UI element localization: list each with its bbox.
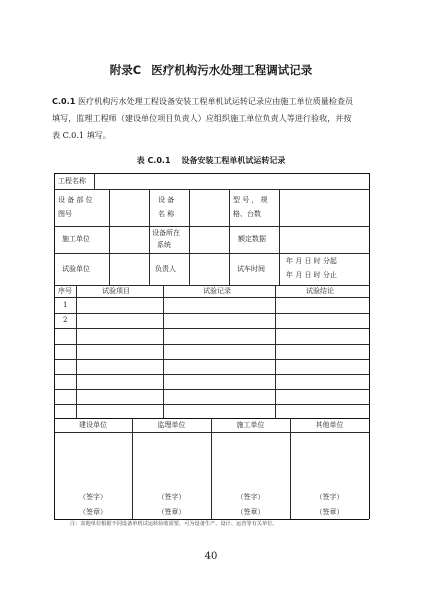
other-seal: （签章） <box>315 508 344 516</box>
appendix-label: 附录C <box>109 63 142 77</box>
table-border-left <box>54 173 55 519</box>
label-responsible: 负责人 <box>155 265 176 273</box>
row-line <box>54 344 369 345</box>
row-line <box>54 389 369 390</box>
paragraph-line-2: 填写，监理工程师（建设单位项目负责人）应组织施工单位负责人等进行验收，并按 <box>52 113 352 123</box>
col-line <box>149 189 150 285</box>
col-line <box>163 285 164 418</box>
supervisor-seal: （签章） <box>157 508 186 516</box>
row-line <box>54 253 369 254</box>
label-model-spec: 型 号 ， 规 <box>233 196 268 204</box>
label-contractor: 施工单位 <box>62 235 90 243</box>
col-line <box>76 285 77 418</box>
row-line <box>54 374 369 375</box>
col-line <box>279 189 280 285</box>
clause-number: C.0.1 <box>52 96 76 106</box>
label-rated-data: 额定数据 <box>238 235 266 243</box>
contractor-signature: （签字） <box>236 493 265 501</box>
row-line <box>54 285 369 286</box>
col-line <box>229 189 230 285</box>
owner-signature: （签字） <box>79 493 107 501</box>
row-number-1: 1 <box>63 301 68 309</box>
row-line <box>54 297 369 298</box>
other-signature: （签字） <box>315 493 344 501</box>
table-border-top <box>54 173 369 174</box>
col-line <box>132 418 133 519</box>
label-equipment: 设 备 <box>158 196 175 204</box>
label-system-1: 设备所在 <box>152 229 180 237</box>
page-number: 40 <box>204 551 218 562</box>
paragraph-line-3: 表 C.0.1 填写。 <box>52 130 111 140</box>
sign-header-owner: 建设单位 <box>79 421 107 429</box>
col-line <box>109 189 110 285</box>
test-time-start: 年 月 日 时 分起 <box>286 257 337 265</box>
row-number-2: 2 <box>63 316 68 324</box>
label-test-time: 试车时间 <box>237 265 265 273</box>
label-install-location: 设 备 部 位 <box>58 196 93 204</box>
supervisor-signature: （签字） <box>157 493 186 501</box>
sign-header-supervisor: 监理单位 <box>157 421 186 429</box>
label-test-unit: 试验单位 <box>62 265 90 273</box>
test-time-end: 年 月 日 时 分止 <box>286 271 337 279</box>
col-line <box>189 189 190 285</box>
sign-header-contractor: 施工单位 <box>236 421 265 429</box>
row-line <box>54 189 369 190</box>
table-number: 表 C.0.1 <box>136 156 171 165</box>
row-line <box>54 328 369 329</box>
sign-header-other: 其他单位 <box>315 421 344 429</box>
table-border-right <box>369 173 370 519</box>
label-equipment-name: 名 称 <box>158 210 175 218</box>
paragraph-text-1: 医疗机构污水处理工程设备安装工程单机试运转记录应由施工单位质量检查员 <box>77 96 354 106</box>
appendix-heading: 医疗机构污水处理工程调试记录 <box>151 63 313 77</box>
contractor-seal: （签章） <box>236 508 265 516</box>
col-line <box>94 173 95 189</box>
row-line <box>54 226 369 227</box>
col-line <box>290 418 291 519</box>
table-title: 设备安装工程单机试运转记录 <box>181 156 286 165</box>
row-line <box>54 313 369 314</box>
col-line <box>211 418 212 519</box>
label-drawing-no: 图号 <box>58 210 72 218</box>
table-note: 注：其他单位根据不同设备单机试运转验收需要，可为设备生产、设计、运营等有关单位。 <box>70 521 278 527</box>
row-line <box>54 359 369 360</box>
header-test-conclusion: 试验结论 <box>306 287 334 295</box>
header-test-item: 试验项目 <box>102 287 130 295</box>
header-seq: 序号 <box>58 287 72 295</box>
header-test-record: 试验记录 <box>203 287 231 295</box>
row-line <box>54 404 369 405</box>
owner-seal: （签章） <box>79 508 107 516</box>
label-quantity: 格、台数 <box>233 210 261 218</box>
col-line <box>275 285 276 418</box>
label-system-2: 系统 <box>157 241 171 249</box>
label-project-name: 工程名称 <box>58 177 86 185</box>
